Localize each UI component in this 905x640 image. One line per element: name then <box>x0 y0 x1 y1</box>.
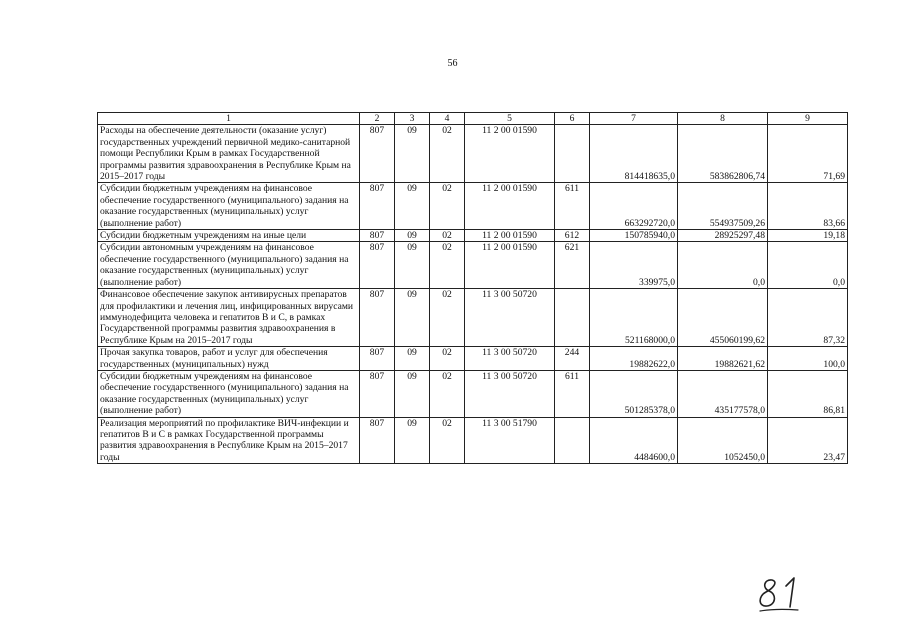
actual-amount: 583862806,74 <box>678 125 768 183</box>
header-cell: 2 <box>360 113 395 125</box>
subsection-code: 02 <box>430 125 465 183</box>
target-article-code: 11 3 00 51790 <box>465 417 555 464</box>
expense-type-code: 621 <box>555 242 590 289</box>
expense-type-code <box>555 289 590 347</box>
expense-type-code: 612 <box>555 230 590 242</box>
plan-amount: 339975,0 <box>590 242 678 289</box>
section-code: 09 <box>395 183 430 230</box>
section-code: 09 <box>395 230 430 242</box>
table-row <box>98 125 848 183</box>
table-header-row <box>98 113 848 125</box>
header-cell: 7 <box>590 113 678 125</box>
expense-type-code: 611 <box>555 370 590 417</box>
target-article-code: 11 3 00 50720 <box>465 289 555 347</box>
row-description: Субсидии бюджетным учреждениям на иные цели <box>98 230 360 242</box>
header-cell: 4 <box>430 113 465 125</box>
header-cell: 8 <box>678 113 768 125</box>
section-code: 09 <box>395 289 430 347</box>
section-code: 09 <box>395 370 430 417</box>
header-cell: 5 <box>465 113 555 125</box>
ministry-code: 807 <box>360 125 395 183</box>
target-article-code: 11 2 00 01590 <box>465 230 555 242</box>
execution-percent: 86,81 <box>768 370 848 417</box>
section-code: 09 <box>395 347 430 371</box>
execution-percent: 23,47 <box>768 417 848 464</box>
actual-amount: 28925297,48 <box>678 230 768 242</box>
ministry-code: 807 <box>360 347 395 371</box>
row-description: Финансовое обеспечение закупок антивирусных препаратов для профилактики и лечения лиц, инфицированных вирусами иммунодефицита человека и гепатитов В и С, в рамках Государственной программы развития здравоохранения в Республике Крым на 2015–2017 годы <box>98 289 360 347</box>
target-article-code: 11 3 00 50720 <box>465 370 555 417</box>
expense-type-code: 611 <box>555 183 590 230</box>
plan-amount: 19882622,0 <box>590 347 678 371</box>
budget-table <box>97 112 848 464</box>
subsection-code: 02 <box>430 417 465 464</box>
actual-amount: 1052450,0 <box>678 417 768 464</box>
subsection-code: 02 <box>430 347 465 371</box>
execution-percent: 87,32 <box>768 289 848 347</box>
table-row <box>98 417 848 464</box>
header-cell: 6 <box>555 113 590 125</box>
expense-type-code <box>555 417 590 464</box>
table-row <box>98 289 848 347</box>
execution-percent: 71,69 <box>768 125 848 183</box>
target-article-code: 11 2 00 01590 <box>465 242 555 289</box>
row-description: Реализация мероприятий по профилактике ВИЧ-инфекции и гепатитов В и С в рамках Государственной программы развития здравоохранения в Республике Крым на 2015–2017 годы <box>98 417 360 464</box>
execution-percent: 19,18 <box>768 230 848 242</box>
target-article-code: 11 3 00 50720 <box>465 347 555 371</box>
table-row <box>98 242 848 289</box>
row-description: Субсидии бюджетным учреждениям на финансовое обеспечение государственного (муниципального) задания на оказание государственных (муниципальных) услуг (выполнение работ) <box>98 183 360 230</box>
plan-amount: 4484600,0 <box>590 417 678 464</box>
target-article-code: 11 2 00 01590 <box>465 125 555 183</box>
handwritten-page-stamp-81 <box>752 574 808 614</box>
ministry-code: 807 <box>360 230 395 242</box>
subsection-code: 02 <box>430 289 465 347</box>
actual-amount: 0,0 <box>678 242 768 289</box>
section-code: 09 <box>395 242 430 289</box>
subsection-code: 02 <box>430 230 465 242</box>
subsection-code: 02 <box>430 370 465 417</box>
table-row <box>98 370 848 417</box>
plan-amount: 521168000,0 <box>590 289 678 347</box>
header-cell: 3 <box>395 113 430 125</box>
ministry-code: 807 <box>360 242 395 289</box>
execution-percent: 0,0 <box>768 242 848 289</box>
plan-amount: 814418635,0 <box>590 125 678 183</box>
row-description: Субсидии бюджетным учреждениям на финансовое обеспечение государственного (муниципального) задания на оказание государственных (муниципальных) услуг (выполнение работ) <box>98 370 360 417</box>
ministry-code: 807 <box>360 417 395 464</box>
actual-amount: 554937509,26 <box>678 183 768 230</box>
ministry-code: 807 <box>360 183 395 230</box>
expense-type-code: 244 <box>555 347 590 371</box>
target-article-code: 11 2 00 01590 <box>465 183 555 230</box>
row-description: Прочая закупка товаров, работ и услуг для обеспечения государственных (муниципальных) нужд <box>98 347 360 371</box>
row-description: Субсидии автономным учреждениям на финансовое обеспечение государственного (муниципального) задания на оказание государственных (муниципальных) услуг (выполнение работ) <box>98 242 360 289</box>
actual-amount: 455060199,62 <box>678 289 768 347</box>
subsection-code: 02 <box>430 242 465 289</box>
expense-type-code <box>555 125 590 183</box>
execution-percent: 83,66 <box>768 183 848 230</box>
table-row <box>98 183 848 230</box>
table-row <box>98 347 848 371</box>
row-description: Расходы на обеспечение деятельности (оказание услуг) государственных учреждений первичной медико-санитарной помощи Республики Крым в рамках Государственной программы развития здравоохранения в Республике Крым на 2015–2017 годы <box>98 125 360 183</box>
actual-amount: 19882621,62 <box>678 347 768 371</box>
plan-amount: 150785940,0 <box>590 230 678 242</box>
header-cell: 1 <box>98 113 360 125</box>
subsection-code: 02 <box>430 183 465 230</box>
section-code: 09 <box>395 125 430 183</box>
actual-amount: 435177578,0 <box>678 370 768 417</box>
ministry-code: 807 <box>360 289 395 347</box>
page-number: 56 <box>447 58 458 69</box>
ministry-code: 807 <box>360 370 395 417</box>
section-code: 09 <box>395 417 430 464</box>
plan-amount: 663292720,0 <box>590 183 678 230</box>
execution-percent: 100,0 <box>768 347 848 371</box>
plan-amount: 501285378,0 <box>590 370 678 417</box>
header-cell: 9 <box>768 113 848 125</box>
table-row <box>98 230 848 242</box>
